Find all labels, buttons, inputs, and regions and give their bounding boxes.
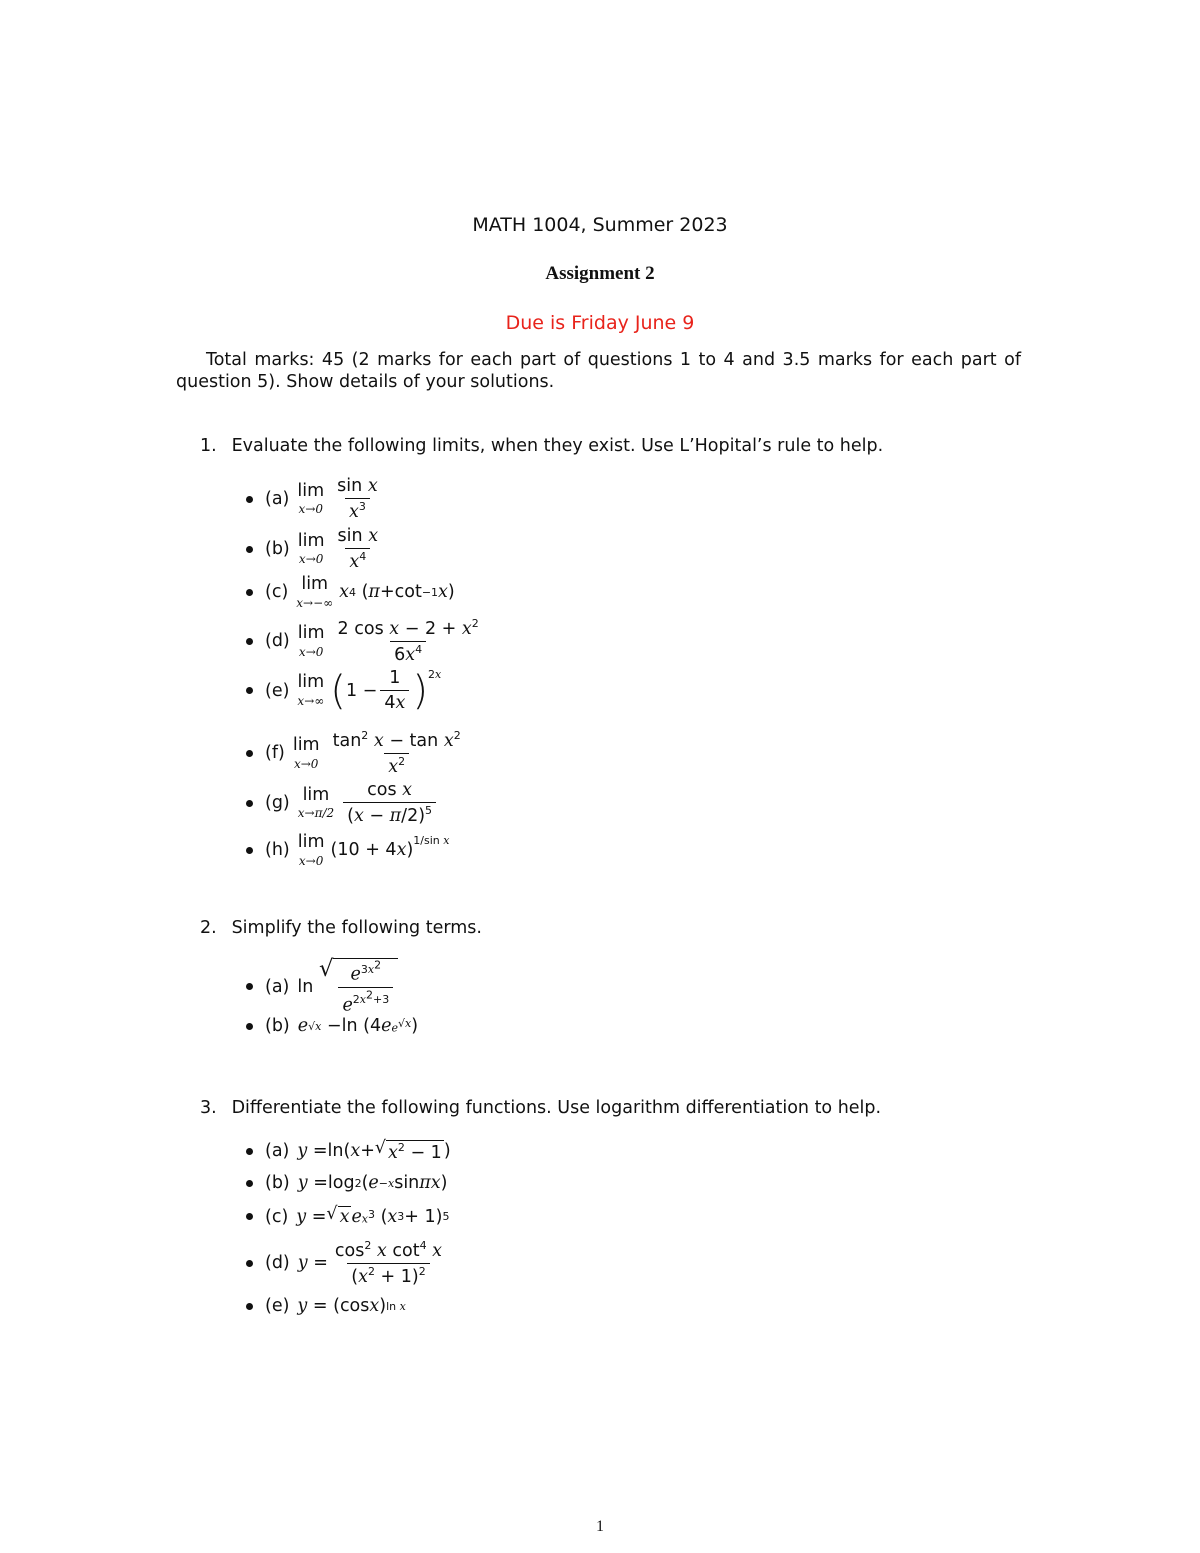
- question-number: 2.: [200, 918, 217, 938]
- q1-part-g: (g) lim x→π/2 $\frac{\text{cos x}}{(x - \pi/2)^5}$: [246, 780, 439, 826]
- bullet-icon: [246, 1148, 253, 1155]
- q1-part-d: (d) lim x→0 $\frac{2 \cos x - 2 + x^2}{6x^4}$: [246, 618, 486, 665]
- question-number: 1.: [200, 436, 217, 456]
- question-3: [200, 1098, 881, 1118]
- q3-part-a: (a) y = ln ( x + √ $x^2 - 1$ ): [246, 1140, 451, 1163]
- part-label: (h): [265, 840, 290, 861]
- bullet-icon: [246, 687, 253, 694]
- bullet-icon: [246, 1023, 253, 1030]
- question-text: Simplify the following terms.: [231, 918, 482, 938]
- q2-part-b: (b) e √x − ln (4 e $e^{√x}$ ): [246, 1016, 418, 1036]
- bullet-icon: [246, 847, 253, 854]
- part-label: (d): [265, 631, 290, 652]
- bullet-icon: [246, 546, 253, 553]
- q3-part-d: (d) y = $\frac{\cos^2 x \cot^4 x}{(x^2 + 1)^2}$: [246, 1240, 449, 1287]
- part-label: (g): [265, 793, 290, 814]
- part-label: (f): [265, 743, 285, 764]
- q3-part-b: (b) y = log 2 ( e −x sin πx ): [246, 1173, 447, 1193]
- q1-part-e: (e) lim x→∞ ( 1 − $\frac{1}{4x}$ ) $^{2x}$: [246, 668, 441, 713]
- part-label: (c): [265, 1206, 289, 1227]
- bullet-icon: [246, 800, 253, 807]
- q2-part-a: (a) ln √ $\frac{e^{3x^2}}{e^{2x^2+3}}$: [246, 958, 398, 1015]
- bullet-icon: [246, 1180, 253, 1187]
- question-2: [200, 918, 482, 938]
- q1-part-c: (c) lim x→−∞ x 4 ( π + cot −1 x ): [246, 576, 455, 609]
- bullet-icon: [246, 638, 253, 645]
- bullet-icon: [246, 983, 253, 990]
- bullet-icon: [246, 1303, 253, 1310]
- part-label: (d): [265, 1253, 290, 1274]
- q1-part-b: (b) lim x→0 $\frac{\text{sin x}}{x^4}$: [246, 526, 385, 572]
- bullet-icon: [246, 1260, 253, 1267]
- bullet-icon: [246, 1213, 253, 1220]
- question-1: [200, 436, 883, 456]
- bullet-icon: [246, 589, 253, 596]
- q1-part-h: (h) lim x→0 (10 + 4 x ) $^{1/sin x}$: [246, 834, 449, 867]
- question-text: Differentiate the following functions. Use logarithm differentiation to help.: [231, 1098, 882, 1118]
- q1-part-f: (f) lim x→0 $\frac{\tan^2 x - \tan x^2}{x^2}$: [246, 730, 468, 777]
- question-text: Evaluate the following limits, when they exist. Use L’Hopital’s rule to help.: [231, 436, 884, 456]
- part-label: (b): [265, 1016, 290, 1036]
- q3-part-e: (e) y = ( cos x ) ln x: [246, 1296, 406, 1316]
- part-label: (a): [265, 1141, 290, 1162]
- bullet-icon: [246, 496, 253, 503]
- question-number: 3.: [200, 1098, 217, 1118]
- part-label: (a): [265, 976, 290, 997]
- bullet-icon: [246, 750, 253, 757]
- q3-part-c: (c) y = √ x e $x^3$ ( x 3 + 1) 5: [246, 1206, 449, 1227]
- due-date: Due is Friday June 9: [505, 312, 695, 334]
- intro-paragraph: Total marks: 45 (2 marks for each part of questions 1 to 4 and 3.5 marks for each part of question 5). Show details of your solutions.: [176, 350, 1021, 392]
- part-label: (e): [265, 1296, 290, 1316]
- part-label: (e): [265, 680, 290, 701]
- course-title: MATH 1004, Summer 2023: [472, 214, 728, 236]
- part-label: (b): [265, 539, 290, 560]
- part-label: (c): [265, 582, 289, 603]
- part-label: (b): [265, 1173, 290, 1193]
- q1-part-a: (a) lim x→0 $\frac{\text{sin x}}{x^3}$: [246, 476, 385, 522]
- page-number: 1: [596, 1518, 604, 1535]
- part-label: (a): [265, 489, 290, 510]
- assignment-title: Assignment 2: [545, 263, 655, 284]
